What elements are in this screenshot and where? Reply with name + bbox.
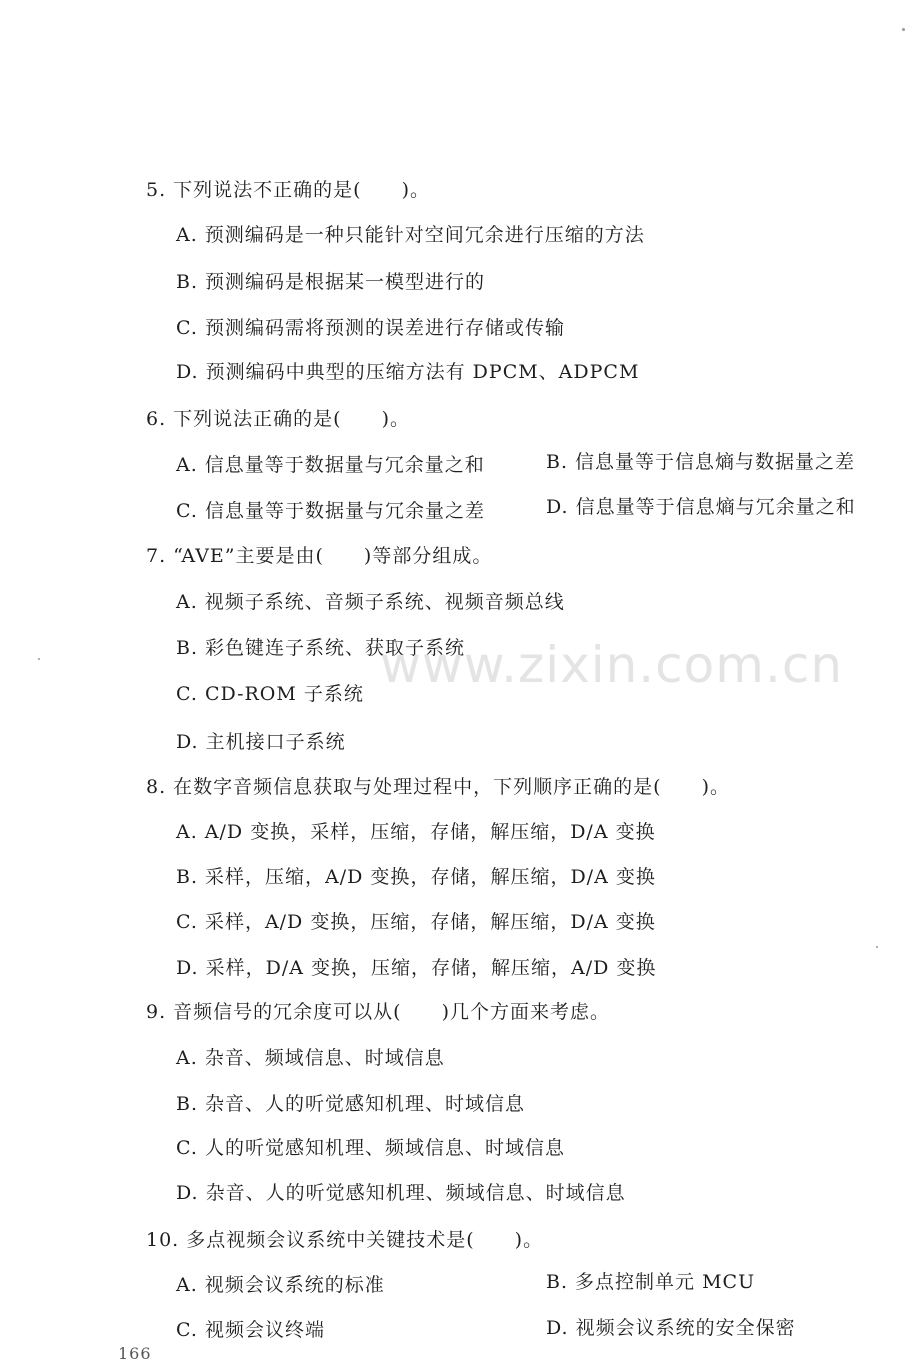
question-10-option-b: B. 多点控制单元 MCU [546,1271,756,1293]
question-6-option-b: B. 信息量等于信息熵与数据量之差 [546,451,856,473]
question-9-option-b: B. 杂音、人的听觉感知机理、时域信息 [176,1093,526,1115]
scan-speck [38,658,40,660]
question-7-option-a: A. 视频子系统、音频子系统、视频音频总线 [176,591,565,613]
question-10-option-c: C. 视频会议终端 [176,1319,325,1341]
question-5-option-c: C. 预测编码需将预测的误差进行存储或传输 [176,317,565,339]
question-10-option-a: A. 视频会议系统的标准 [176,1274,385,1296]
scan-speck [902,28,905,31]
question-7-option-d: D. 主机接口子系统 [176,731,346,753]
question-7-stem: 7. “AVE”主要是由( )等部分组成。 [146,545,493,567]
question-6-option-a: A. 信息量等于数据量与冗余量之和 [176,454,485,476]
question-5-option-d: D. 预测编码中典型的压缩方法有 DPCM、ADPCM [176,361,640,383]
question-9-option-c: C. 人的听觉感知机理、频域信息、时域信息 [176,1137,565,1159]
question-5-stem: 5. 下列说法不正确的是( )。 [146,179,430,201]
question-6-option-c: C. 信息量等于数据量与冗余量之差 [176,500,485,522]
question-8-stem: 8. 在数字音频信息获取与处理过程中，下列顺序正确的是( )。 [146,776,730,798]
page-number: 166 [118,1344,152,1363]
question-6-option-d: D. 信息量等于信息熵与冗余量之和 [546,496,856,518]
question-9-option-d: D. 杂音、人的听觉感知机理、频域信息、时域信息 [176,1182,626,1204]
question-8-option-a: A. A/D 变换，采样，压缩，存储，解压缩，D/A 变换 [176,821,656,843]
question-10-option-d: D. 视频会议系统的安全保密 [546,1317,796,1339]
question-5-option-b: B. 预测编码是根据某一模型进行的 [176,271,486,293]
question-7-option-b: B. 彩色键连子系统、获取子系统 [176,637,466,659]
question-10-stem: 10. 多点视频会议系统中关键技术是( )。 [146,1229,544,1251]
scan-speck [876,946,878,948]
question-8-option-b: B. 采样，压缩，A/D 变换，存储，解压缩，D/A 变换 [176,866,656,888]
question-9-stem: 9. 音频信号的冗余度可以从( )几个方面来考虑。 [146,1001,610,1023]
question-7-option-c: C. CD-ROM 子系统 [176,683,364,705]
question-6-stem: 6. 下列说法正确的是( )。 [146,408,410,430]
question-8-option-d: D. 采样，D/A 变换，压缩，存储，解压缩，A/D 变换 [176,957,657,979]
question-9-option-a: A. 杂音、频域信息、时域信息 [176,1047,445,1069]
question-5-option-a: A. 预测编码是一种只能针对空间冗余进行压缩的方法 [176,224,645,246]
watermark: www.zixin.com.cn [380,636,844,694]
question-8-option-c: C. 采样，A/D 变换，压缩，存储，解压缩，D/A 变换 [176,911,656,933]
